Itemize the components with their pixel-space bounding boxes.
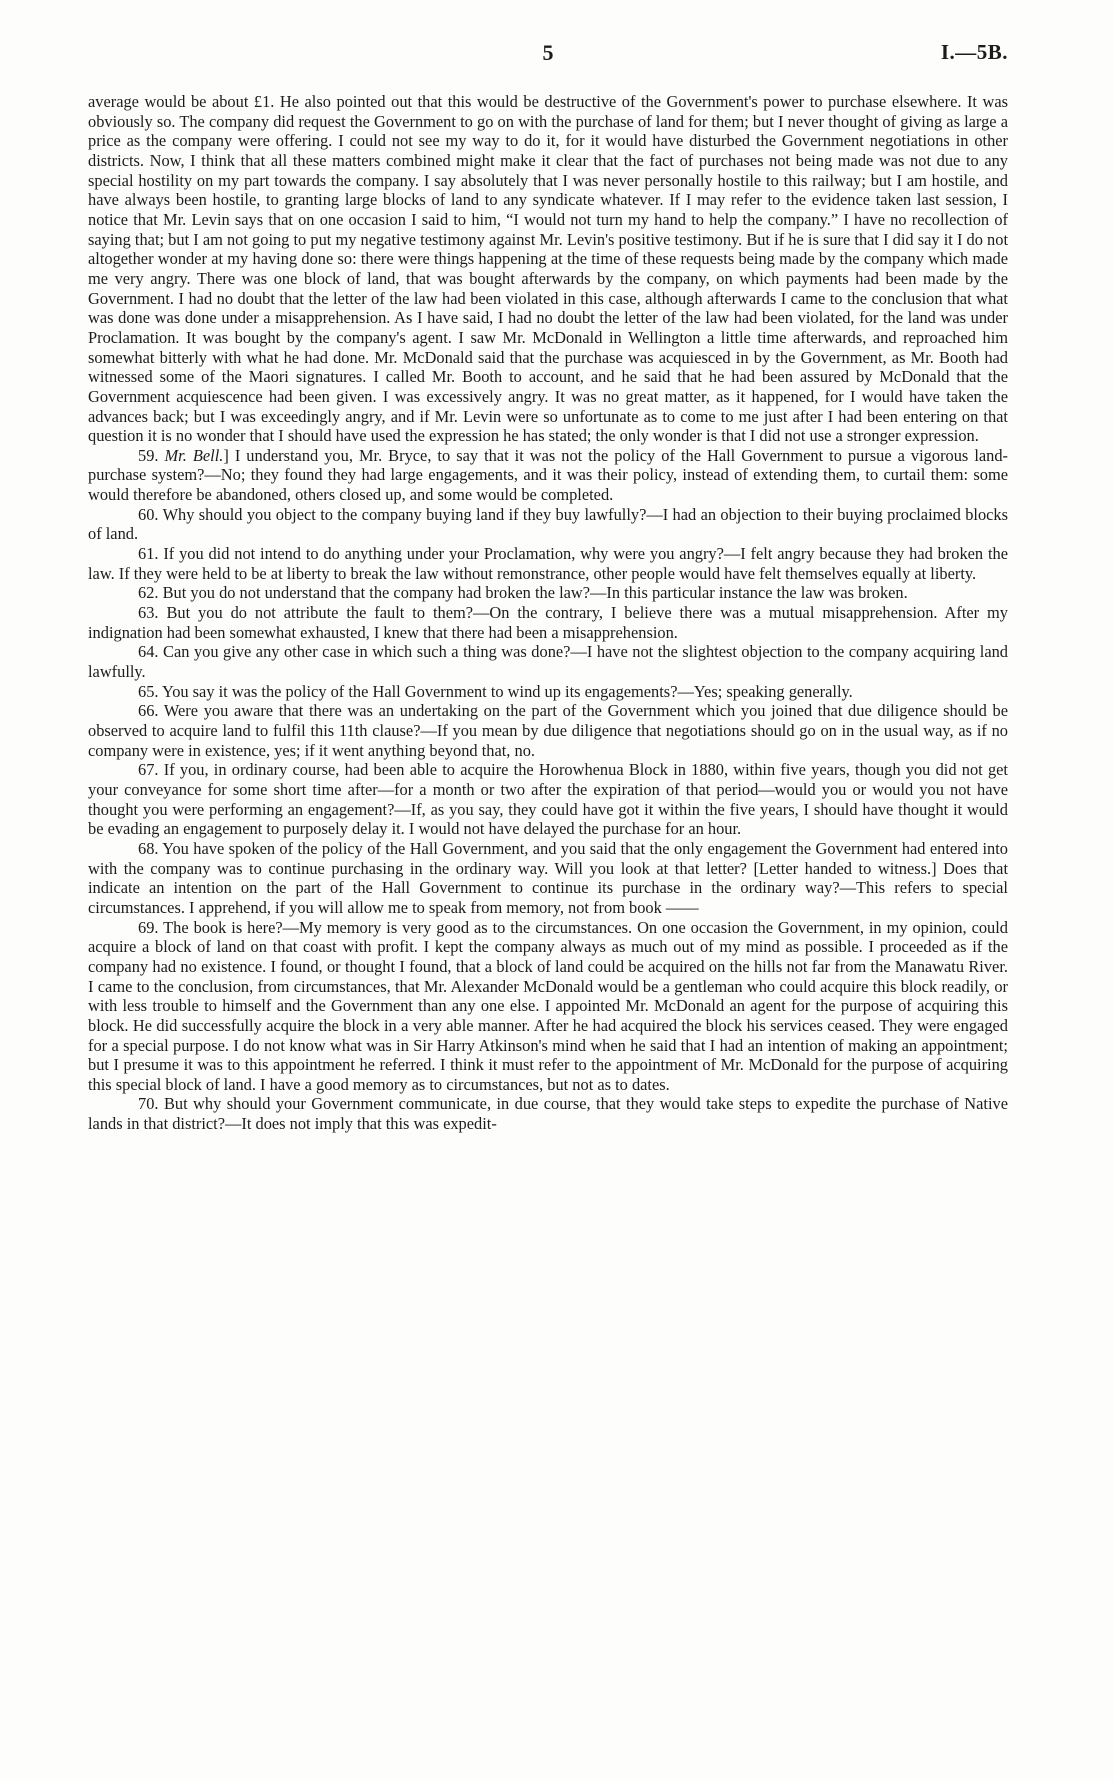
question-number: 66. xyxy=(138,701,159,721)
question-number: 69. xyxy=(138,917,159,937)
question-number: 64. xyxy=(138,642,159,662)
question-number: 63. xyxy=(138,603,159,623)
question-68 xyxy=(88,839,1008,918)
question-63 xyxy=(88,603,1008,642)
question-60 xyxy=(88,505,1008,544)
question-59 xyxy=(88,446,1008,505)
question-text: If you, in ordinary course, had been able to acquire the Horowhenua Block in 1880, within five years, though you did not get your conveyance for some short time after—for a month or two after the expiration of that period—would you or would you not have thought you were performing an engagement?—If, as you say, they could have got it within the five years, I should have thought it would be evading an engagement to purposely delay it. I would not have delayed the purchase for an hour. xyxy=(88,760,1008,839)
question-number: 65. xyxy=(138,681,159,701)
question-text: ] I understand you, Mr. Bryce, to say that it was not the policy of the Hall Government to pursue a vigorous land-purchase system?—No; they found they had large engagements, and it was their policy, instead of extending them, to curtail them: some would therefore be abandoned, others closed up, and some would be completed. xyxy=(88,445,1008,505)
question-text: Why should you object to the company buying land if they buy lawfully?—I had an objection to their buying proclaimed blocks of land. xyxy=(88,504,1008,544)
question-text: You have spoken of the policy of the Hall Government, and you said that the only engagement the Government had entered into with the company was to continue purchasing in the ordinary way. Will you look at that letter? [Letter handed to witness.] Does that indicate an intention on the part of the Hall Government to continue its purchase in the ordinary way?—This refers to special circumstances. I apprehend, if you will allow me to speak from memory, not from book —— xyxy=(88,838,1008,917)
document-reference: I.—5B. xyxy=(940,40,1008,64)
question-62 xyxy=(88,583,1008,603)
body-text xyxy=(88,92,1008,1134)
question-text: If you did not intend to do anything under your Proclamation, why were you angry?—I felt angry because they had broken the law. If they were held to be at liberty to break the law without remonstrance, other people would have felt themselves equally at liberty. xyxy=(88,544,1008,583)
page-number: 5 xyxy=(542,40,554,65)
question-number: 59. xyxy=(138,445,159,465)
question-number: 67. xyxy=(138,760,159,780)
question-number: 61. xyxy=(138,544,159,564)
question-65 xyxy=(88,682,1008,702)
question-69 xyxy=(88,918,1008,1095)
question-text: But you do not understand that the company had broken the law?—In this particular instance the law was broken. xyxy=(162,583,908,603)
opening-paragraph: average would be about £1. He also pointed out that this would be destructive of the Government's power to purchase elsewhere. It was obviously so. The company did request the Government to go on with the purchase of land for them; but I never thought of giving as large a price as the company were offering. I could not see my way to do it, for it would have disturbed the Government negotiations in other districts. Now, I think that all these matters combined might make it clear that the fact of purchases not being made was not due to any special hostility on my part towards the company. I say absolutely that I was never personally hostile to this railway; but I am hostile, and have always been hostile, to granting large blocks of land to any syndicate whatever. If I may refer to the evidence taken last session, I notice that Mr. Levin says that on one occasion I said to him, “I would not turn my hand to help the company.” I have no recollection of saying that; but I am not going to put my negative testimony against Mr. Levin's positive testimony. But if he is sure that I did say it I do not altogether wonder at my having done so: there were things happening at the time of these requests being made by the company which made me very angry. There was one block of land, that was bought afterwards by the company, on which payments had been made by the Government. I had no doubt that the letter of the law had been violated in this case, although afterwards I came to the conclusion that what was done was done under a misapprehension. As I have said, I had no doubt the letter of the law had been violated, for the land was under Proclamation. It was bought by the company's agent. I saw Mr. McDonald in Wellington a little time afterwards, and reproached him somewhat bitterly with what he had done. Mr. McDonald said that the purchase was acquiesced in by the Government, as Mr. Booth had witnessed some of the Maori signatures. I called Mr. Booth to account, and he said that he had been assured by McDonald that the Government acquiescence had been given. I was excessively angry. It was no great matter, as it happened, for I would have taken the advances back; but I was exceedingly angry, and if Mr. Levin were so unfortunate as to come to me just after I had been entering on that question it is no wonder that I should have used the expression he has stated; the only wonder is that I did not use a stronger expression. xyxy=(88,92,1008,446)
question-number: 62. xyxy=(138,583,159,603)
question-text: The book is here?—My memory is very good as to the circumstances. On one occasion the Government, in my opinion, could acquire a block of land on that coast with profit. I kept the company always as much out of my mind as possible. I proceeded as if the company had no existence. I found, or thought I found, that a block of land could be acquired on the hills not far from the Manawatu River. I came to the conclusion, from circumstances, that Mr. Alexander McDonald would be a gentleman who could acquire this block readily, or with less trouble to himself and the Government than any one else. I appointed Mr. McDonald an agent for the purpose of acquiring this block. He did successfully acquire the block in a very able manner. After he had acquired the block his services ceased. They were engaged for a special purpose. I do not know what was in Sir Harry Atkinson's mind when he said that I had an intention of making an appointment; but I presume it was to this appointment he referred. I think it must refer to the appointment of Mr. McDonald for the purpose of acquiring this special block of land. I have a good memory as to circumstances, but not as to dates. xyxy=(88,917,1008,1094)
question-text: You say it was the policy of the Hall Government to wind up its engagements?—Yes; speaking generally. xyxy=(162,681,853,701)
question-text: But why should your Government communicate, in due course, that they would take steps to expedite the purchase of Native lands in that district?—It does not imply that this was expedit- xyxy=(88,1094,1008,1134)
question-70 xyxy=(88,1094,1008,1133)
question-66 xyxy=(88,701,1008,760)
question-text: But you do not attribute the fault to them?—On the contrary, I believe there was a mutual misapprehension. After my indignation had been somewhat exhausted, I knew that there had been a misapprehension. xyxy=(88,603,1008,642)
question-61 xyxy=(88,544,1008,583)
speaker-name: Mr. Bell. xyxy=(164,445,224,465)
question-text: Were you aware that there was an undertaking on the part of the Government which you joined that due diligence should be observed to acquire land to fulfil this 11th clause?—If you mean by due diligence that negotiations should go on in the usual way, as if no company were in existence, yes; if it went anything beyond that, no. xyxy=(88,701,1008,760)
question-number: 68. xyxy=(138,838,159,858)
question-number: 60. xyxy=(138,504,159,524)
question-number: 70. xyxy=(138,1094,159,1114)
question-64 xyxy=(88,642,1008,681)
question-text: Can you give any other case in which such a thing was done?—I have not the slightest objection to the company acquiring land lawfully. xyxy=(88,642,1008,682)
page-header xyxy=(88,40,1008,70)
question-67 xyxy=(88,760,1008,839)
